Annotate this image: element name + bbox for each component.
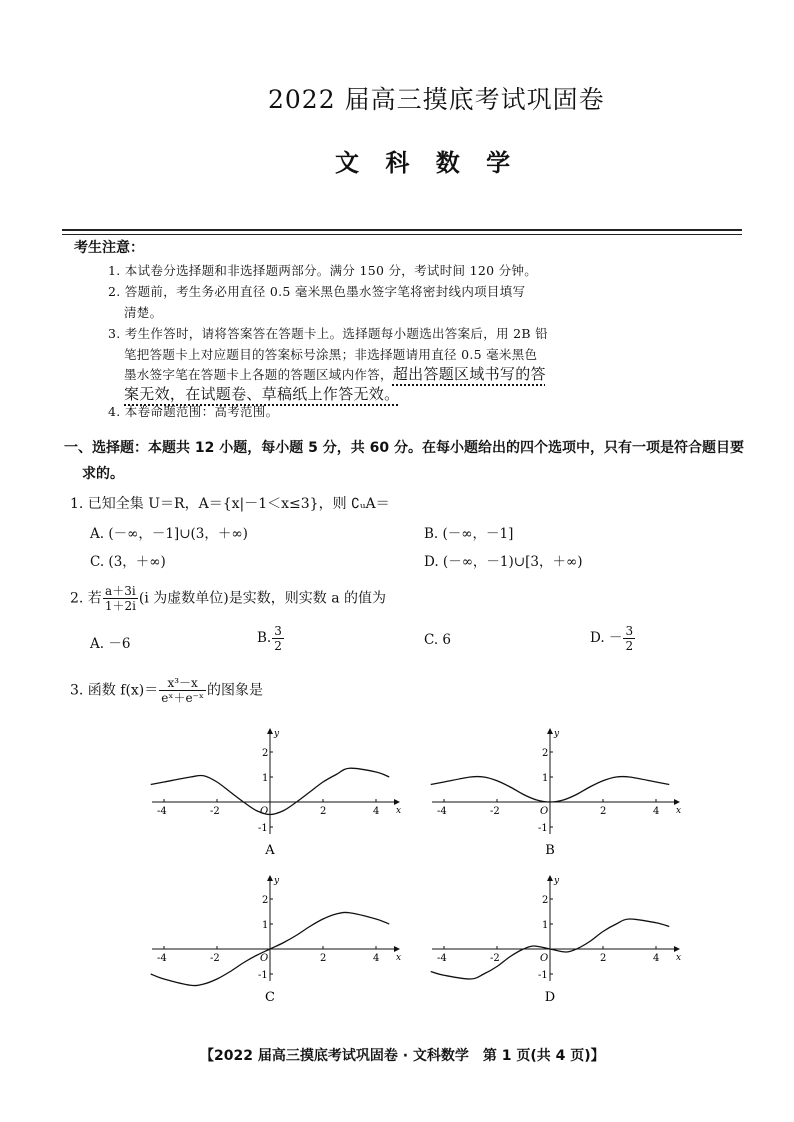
y-tick-label: -1 [538,970,548,981]
x-axis-label: x [396,953,402,963]
q2-option-d [590,624,636,653]
section-heading: 一、选择题：本题共 12 小题，每小题 5 分，共 60 分。在每小题给出的四个选项中，只有一项是符合题目要 [64,440,744,456]
notice-line: 4. 本卷命题范围：高考范围。 [108,404,279,419]
notice-line: 墨水签字笔在答题卡上各题的答题区域内作答， [124,367,393,382]
x-axis-label: x [396,806,402,816]
x-tick-label: 4 [653,806,660,817]
x-tick-label: -2 [210,953,220,964]
question-1-stem: 1. 已知全集 U＝R，A＝{x|－1＜x≤3}，则 ∁ᵤA＝ [70,496,390,512]
q2-fraction-num: a＋3i [103,584,138,599]
question-3-stem [70,676,263,705]
fraction-num: 3 [274,624,282,638]
y-tick-label: 1 [262,920,269,931]
fraction-den: 2 [625,639,634,653]
x-tick-label: O [540,953,549,964]
page-subtitle: 文 科 数 学 [335,149,520,177]
notice-emphasis: 案无效，在试题卷、草稿纸上作答无效。 [124,385,400,403]
graph-b [430,728,680,862]
y-tick-label: -1 [258,823,268,834]
q2-option-c: C. 6 [424,632,452,648]
y-tick-label: 1 [542,773,549,784]
graph-option-label: D [544,990,556,1005]
q2-option-d-label: D. － [590,630,623,646]
y-axis-label: y [554,876,560,886]
q2-option-b-fraction [272,624,284,653]
x-tick-label: 2 [600,953,607,964]
x-tick-label: 2 [600,806,607,817]
x-tick-label: 4 [653,953,660,964]
x-tick-label: -2 [490,806,500,817]
q2-fraction-den: 1＋2i [104,599,136,613]
notice-line: 清楚。 [124,305,163,320]
divider [62,229,742,231]
q3-fraction [159,676,206,705]
graph-option-label: A [265,843,275,858]
q2-fraction [103,584,138,613]
q1-option-b: B. (－∞，－1] [424,526,514,542]
y-axis-arrow [547,875,553,881]
x-axis-label: x [676,953,682,963]
q2-option-a: A. －6 [90,636,131,652]
x-tick-label: 4 [373,953,380,964]
x-tick-label: O [540,806,549,817]
section-heading-cont: 求的。 [82,466,124,482]
q1-option-d: D. (－∞，－1)∪[3，＋∞) [424,554,583,570]
y-tick-label: 2 [262,748,269,759]
x-tick-label: -2 [490,953,500,964]
x-axis-label: x [676,806,682,816]
y-axis-arrow [267,728,273,734]
q1-option-a: A. (－∞，－1]∪(3，＋∞) [90,526,248,542]
fraction-den: 2 [274,639,282,653]
y-tick-label: 1 [542,920,549,931]
graph-a [150,728,400,862]
y-tick-label: -1 [538,823,548,834]
q2-prefix: 2. 若 [70,590,102,607]
q3-fraction-den: eˣ＋e⁻ˣ [161,691,204,705]
x-tick-label: 2 [320,806,327,817]
x-tick-label: -4 [157,953,167,964]
graph-option-label: C [265,990,275,1005]
page-title: 2022 届高三摸底考试巩固卷 [268,85,605,114]
x-axis-arrow [674,946,680,952]
y-axis-label: y [554,729,560,739]
divider [62,234,742,235]
x-axis-arrow [394,799,400,805]
q3-prefix: 3. 函数 f(x)＝ [70,682,159,699]
page-footer: 【2022 届高三摸底考试巩固卷 · 文科数学 第 1 页(共 4 页)】 [200,1048,605,1064]
y-tick-label: 2 [542,748,549,759]
fraction-num: 3 [625,624,634,638]
x-tick-label: 2 [320,953,327,964]
notice-line: 1. 本试卷分选择题和非选择题两部分。满分 150 分，考试时间 120 分钟。 [108,263,538,278]
q2-option-d-fraction [623,624,635,653]
q2-suffix: (i 为虚数单位)是实数，则实数 a 的值为 [138,590,387,607]
y-tick-label: 2 [542,895,549,906]
x-axis-arrow [394,946,400,952]
y-axis-arrow [547,728,553,734]
y-axis-label: y [274,876,280,886]
x-tick-label: -4 [437,953,447,964]
q3-fraction-num: x³－x [159,676,206,691]
y-tick-label: 2 [262,895,269,906]
x-tick-label: -4 [437,806,447,817]
notice-emphasis: 超出答题区域书写的答 [392,365,546,383]
x-tick-label: O [260,953,269,964]
notice-line: 2. 答题前，考生务必用直径 0.5 毫米黑色墨水签字笔将密封线内项目填写 [108,284,526,299]
notice-line: 3. 考生作答时，请将答案答在答题卡上。选择题每小题选出答案后，用 2B 铅 [108,326,548,341]
y-tick-label: 1 [262,773,269,784]
x-tick-label: -2 [210,806,220,817]
q1-option-c: C. (3，＋∞) [90,554,166,570]
notice-line: 笔把答题卡上对应题目的答案标号涂黑；非选择题请用直径 0.5 毫米黑色 [124,347,538,362]
graph-option-label: B [545,843,555,858]
graph-d [430,875,680,1009]
y-axis-label: y [274,729,280,739]
notice-heading: 考生注意： [74,240,144,256]
y-axis-arrow [267,875,273,881]
q3-suffix: 的图象是 [206,682,263,699]
x-axis-arrow [674,799,680,805]
x-tick-label: 4 [373,806,380,817]
notice-line-mixed [124,363,546,384]
x-tick-label: -4 [157,806,167,817]
q2-option-b-label: B. [257,630,272,646]
y-tick-label: -1 [258,970,268,981]
question-2-stem [70,584,386,613]
x-tick-label: O [260,806,269,817]
q2-option-b [257,624,285,653]
graph-c [150,875,400,1009]
